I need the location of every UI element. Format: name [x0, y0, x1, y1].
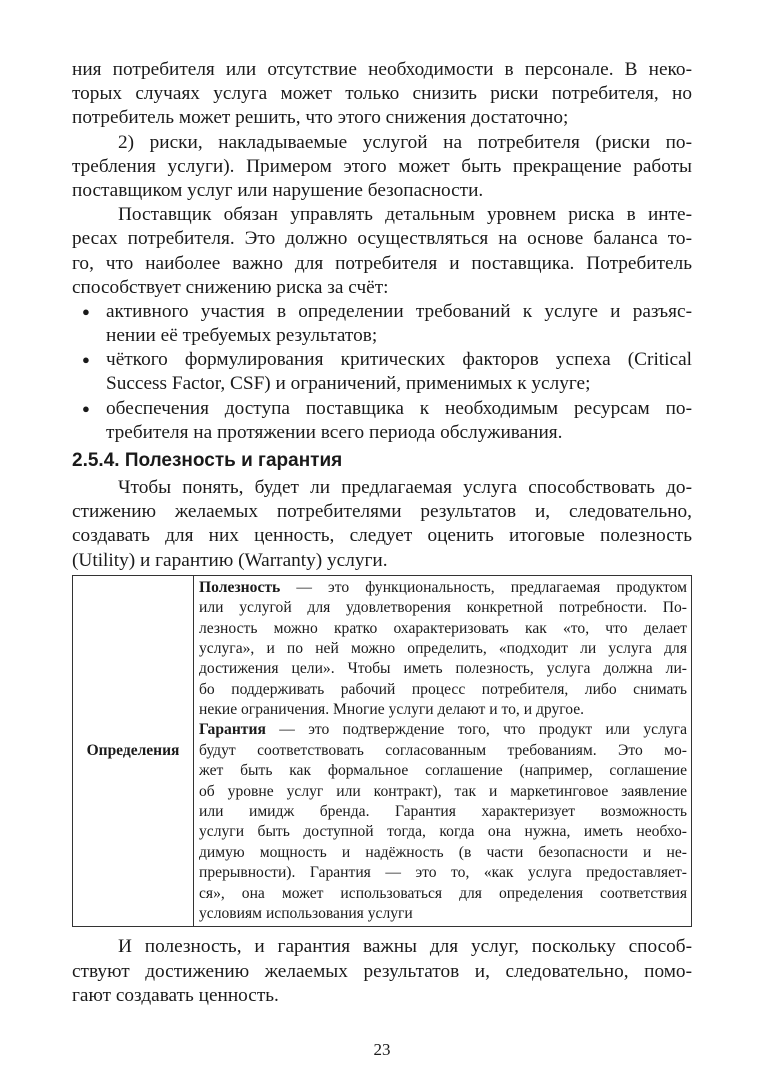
- text-line: поставщиком услуг или нарушение безопасности.: [72, 179, 484, 201]
- conclusion-paragraph: [72, 935, 692, 1008]
- definition-line: некие ограничения. Многие услуги делают и то, и другое.: [199, 701, 585, 719]
- text-line: ресах потребителя. Это должно осуществляться на основе баланса то-: [72, 228, 692, 250]
- definition-line: об уровне услуг или контракт), так и маркетинговое заявление: [199, 782, 687, 800]
- text-line: требления услуги). Примером этого может быть прекращение работы: [72, 155, 692, 177]
- text-line: Чтобы понять, будет ли предлагаемая услуга способствовать до-: [118, 477, 692, 498]
- bullet-list: [72, 300, 692, 445]
- text-line: (Utility) и гарантию (Warranty) услуги.: [72, 549, 388, 571]
- text-line: создавать для них ценность, следует оценить итоговые полезность: [72, 525, 692, 547]
- text-line: ствуют достижению желаемых результатов и, следовательно, помо-: [72, 960, 692, 982]
- definition-line: жет быть как формальное соглашение (например, соглашение: [199, 762, 687, 780]
- text-line: потребитель может решить, что этого снижения достаточно;: [72, 107, 569, 129]
- definition-text: — это подтверждение того, что продукт или услуга: [265, 721, 687, 739]
- definition-line: [199, 578, 687, 598]
- definition-line: достижения цели». Чтобы иметь полезность, услуга должна ли-: [199, 660, 687, 678]
- definition-line: или услугой для удовлетворения конкретной потребности. По-: [199, 599, 687, 617]
- text-line: ния потребителя или отсутствие необходимости в персонале. В неко-: [72, 59, 692, 80]
- table-definition-cell: [194, 575, 692, 927]
- definition-line: лезность можно кратко охарактеризовать как «то, что делает: [199, 619, 687, 637]
- section-heading: 2.5.4. Полезность и гарантия: [72, 450, 343, 471]
- definition-line: бо поддерживать рабочий процесс потребителя, либо снимать: [199, 680, 687, 698]
- bullet-item: [72, 300, 692, 348]
- definition-line: ся», она может использоваться для определения соответствия: [199, 884, 687, 902]
- text-line: го, что наиболее важно для потребителя и поставщика. Потребитель: [72, 252, 692, 274]
- definitions-table: [72, 575, 692, 928]
- bullet-item: [72, 397, 692, 445]
- text-line: обеспечения доступа поставщика к необходимым ресурсам по-: [106, 397, 692, 419]
- text-line: Success Factor, CSF) и ограничений, применимых к услуге;: [106, 373, 591, 395]
- definition-text: — это функциональность, предлагаемая продуктом: [280, 578, 687, 596]
- definition-line: будут соответствовать согласованным требованиям. Это мо-: [199, 741, 687, 759]
- page-content: [72, 58, 692, 1008]
- text-line: чёткого формулирования критических факторов успеха (Critical: [106, 349, 692, 371]
- definition-line: прерывности). Гарантия — это то, «как услуга предоставляет-: [199, 864, 687, 882]
- text-line: стижению желаемых потребителями результатов и, следовательно,: [72, 501, 692, 523]
- text-line: 2) риски, накладываемые услугой на потребителя (риски по-: [118, 131, 692, 153]
- intro-paragraph: [72, 476, 692, 573]
- definition-term: Гарантия: [199, 721, 266, 739]
- definition-line: димую мощность и надёжность (в части безопасности и не-: [199, 843, 687, 861]
- text-line: торых случаях услуга может только снизить риски потребителя, но: [72, 83, 692, 105]
- table-term-cell: Определения: [73, 575, 194, 927]
- body-text-top: [72, 58, 692, 300]
- text-line: активного участия в определении требований к услуге и разъяс-: [106, 300, 692, 322]
- text-line: нении её требуемых результатов;: [106, 325, 378, 347]
- definition-term: Полезность: [199, 578, 281, 596]
- bullet-icon: ●: [82, 352, 90, 368]
- text-line: способствует снижению риска за счёт:: [72, 276, 389, 298]
- bullet-icon: ●: [82, 400, 90, 416]
- definition-line: услуга», и по ней можно определить, «подходит ли услуга для: [199, 639, 687, 657]
- definition-line: условиям использования услуги: [199, 905, 413, 922]
- text-line: И полезность, и гарантия важны для услуг, поскольку способ-: [118, 936, 692, 958]
- bullet-icon: ●: [82, 303, 90, 319]
- definition-line: или имидж бренда. Гарантия характеризует возможность: [199, 803, 687, 821]
- text-line: требителя на протяжении всего периода обслуживания.: [106, 421, 563, 443]
- text-line: Поставщик обязан управлять детальным уровнем риска в инте-: [118, 204, 692, 226]
- definition-line: услуги быть доступной тогда, когда она нужна, иметь необхо-: [199, 823, 687, 841]
- bullet-item: [72, 348, 692, 396]
- text-line: гают создавать ценность.: [72, 984, 279, 1006]
- page-number: 23: [373, 1040, 391, 1059]
- definition-line: [199, 720, 687, 740]
